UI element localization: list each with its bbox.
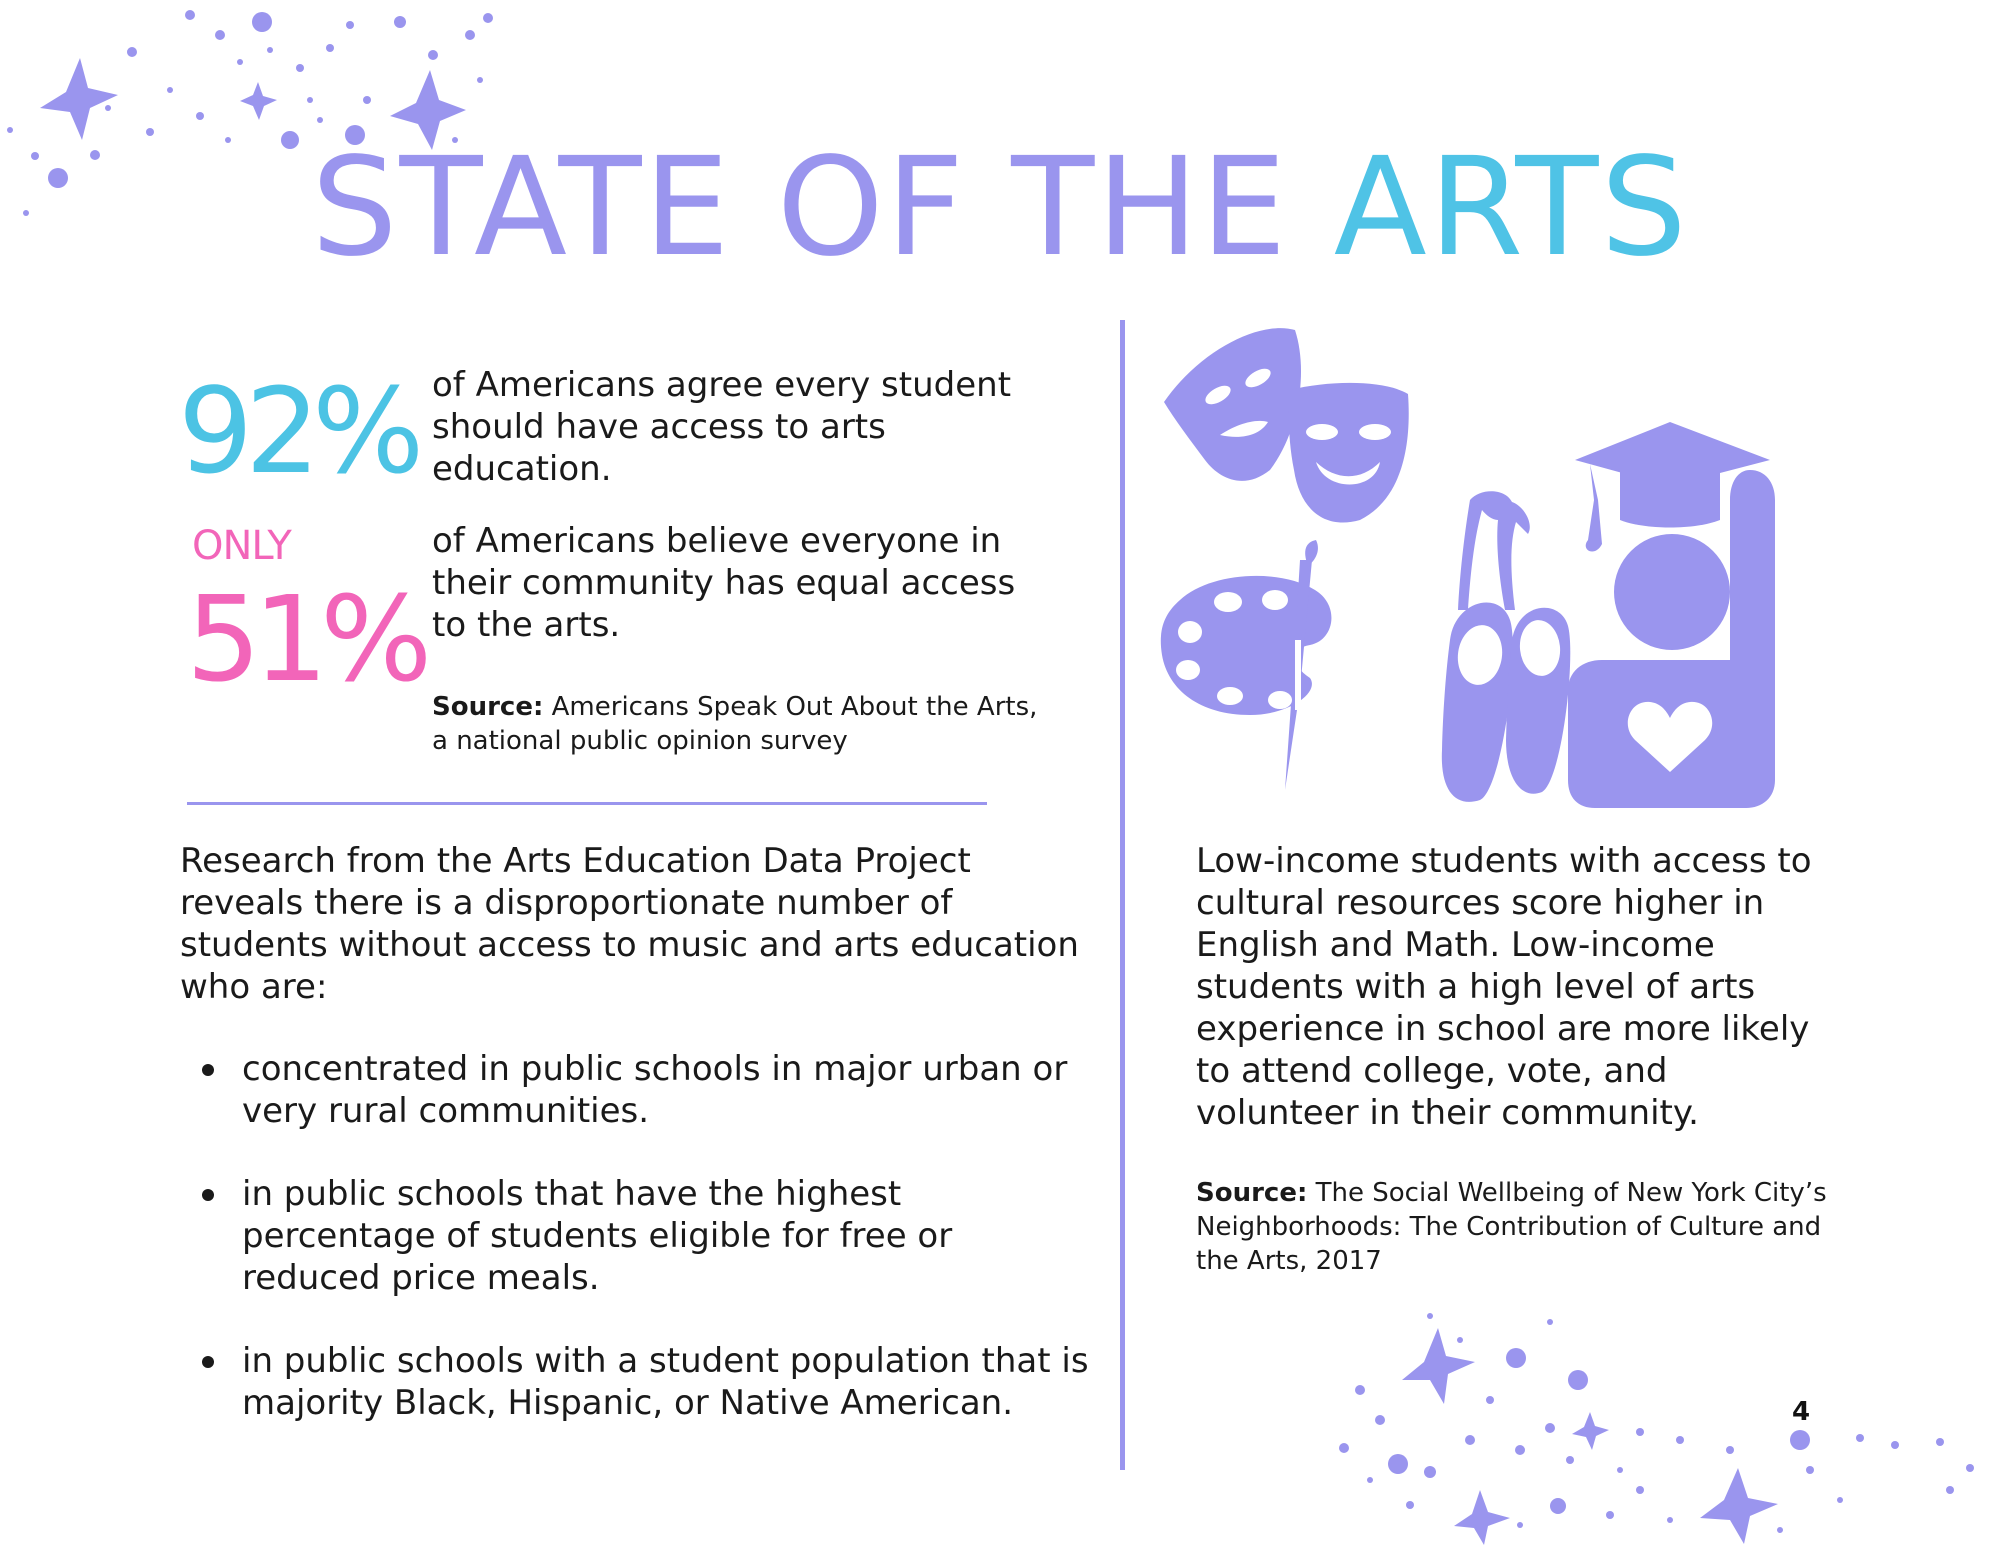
stat-51-percent: 51% <box>186 570 425 708</box>
source-citation-2 <box>1196 1176 1856 1278</box>
stat-92-percent: 92% <box>178 362 417 500</box>
list-item-text: in public schools that have the highest percentage of students eligible for free or reduced price meals. <box>242 1174 953 1298</box>
research-intro: Research from the Arts Education Data Project reveals there is a disproportionate number of students without access to music and arts education who are: <box>180 841 1079 1007</box>
list-item-text: concentrated in public schools in major urban or very rural communities. <box>242 1049 1068 1131</box>
arts-icons-illustration <box>1150 310 1830 810</box>
stat2-description: of Americans believe everyone in their community has equal access to the arts. <box>432 521 1016 645</box>
list-item <box>180 1048 1100 1132</box>
page-title <box>0 129 2000 287</box>
star-icon <box>1572 1412 1609 1450</box>
star-icon <box>240 82 277 120</box>
star-icon <box>1700 1468 1778 1544</box>
source-text: The Social Wellbeing of New York City’s Neighborhoods: The Contribution of Culture and the Arts, 2017 <box>1196 1178 1827 1276</box>
source-label: Source: <box>1196 1178 1308 1208</box>
page-number: 4 <box>1792 1397 1811 1427</box>
title-part-2: ARTS <box>1333 129 1689 287</box>
source-citation-1 <box>432 690 1052 758</box>
horizontal-divider <box>187 802 987 805</box>
list-item <box>180 1340 1100 1424</box>
star-icon <box>40 58 118 140</box>
source-text: Americans Speak Out About the Arts, a national public opinion survey <box>432 692 1038 756</box>
stat1-description: of Americans agree every student should have access to arts education. <box>432 365 1012 489</box>
bullet-icon <box>202 1064 214 1076</box>
bullet-icon <box>202 1356 214 1368</box>
source-label: Source: <box>432 692 544 722</box>
star-icon <box>1402 1328 1475 1404</box>
bullet-icon <box>202 1189 214 1201</box>
title-part-1: STATE OF THE <box>311 129 1289 287</box>
list-item-text: in public schools with a student population that is majority Black, Hispanic, or Native American. <box>242 1341 1089 1423</box>
list-item <box>180 1173 1100 1299</box>
star-decoration-bottom <box>1320 1300 2000 1545</box>
star-icon <box>1454 1490 1510 1545</box>
vertical-divider <box>1120 320 1125 1470</box>
research-bullet-list <box>180 1048 1100 1465</box>
stat-qualifier-only: ONLY <box>192 523 291 569</box>
low-income-paragraph: Low-income students with access to cultural resources score higher in English and Math. Low-income students with a high level of arts experience in school are more likely to attend college, vote, and volunteer in their community. <box>1196 841 1812 1133</box>
